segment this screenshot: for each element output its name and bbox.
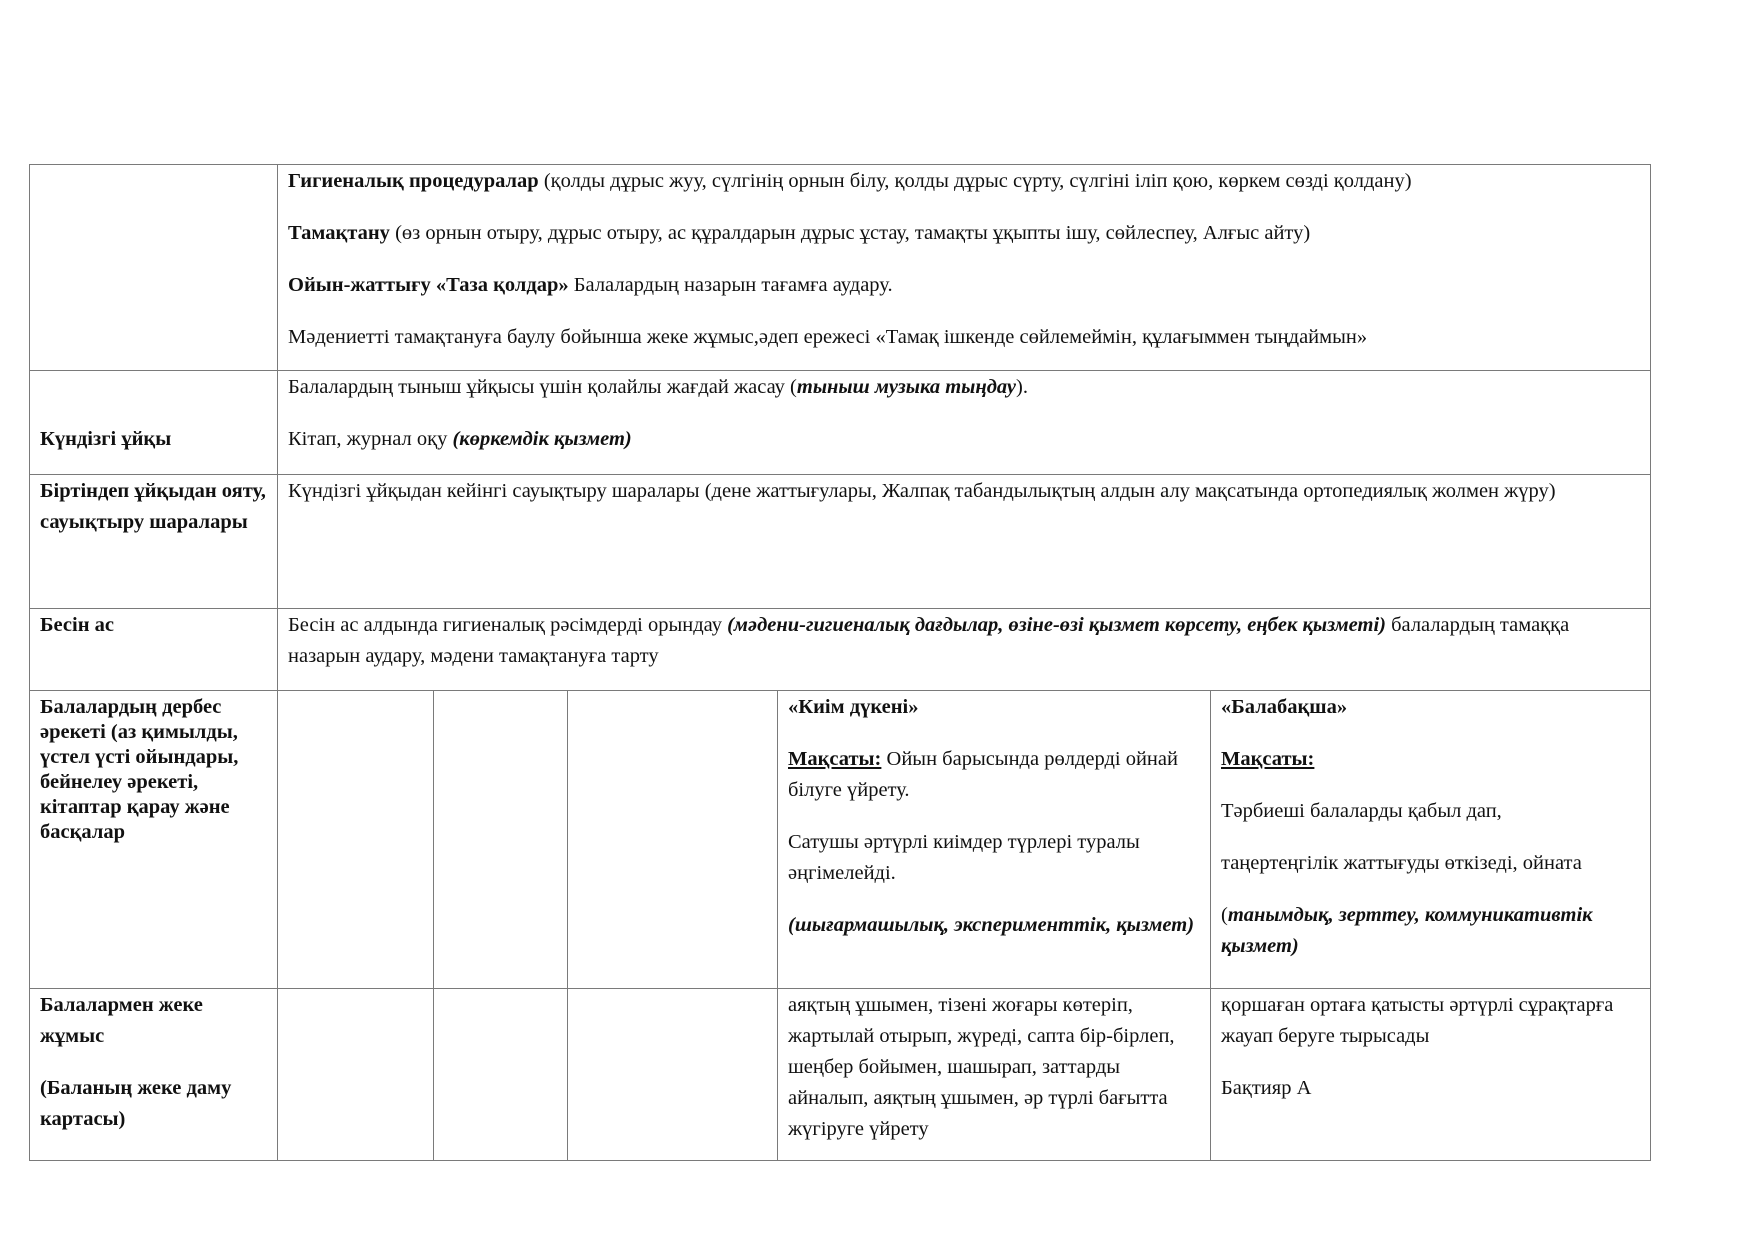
clothes-store-title: «Киім дүкені»: [788, 696, 919, 718]
kindergarten-activity-open: (: [1221, 904, 1228, 926]
snack-label: Бесін ас: [30, 609, 278, 691]
kindergarten-text-1: Тәрбиеші балаларды қабыл дап,: [1221, 800, 1502, 822]
game-exercise-paragraph: [288, 270, 1640, 301]
row-hygiene-label-cell: [30, 165, 278, 371]
clothes-store-goal-label: Мақсаты:: [788, 748, 882, 770]
nap-label: Күндізгі ұйқы: [40, 428, 172, 450]
hygiene-procedures-paragraph: [288, 166, 1640, 197]
individual-cell-4: [568, 989, 778, 1161]
wakeup-text: Күндізгі ұйқыдан кейінгі сауықтыру шаралары (дене жаттығулары, Жалпақ табандылықтың алдын алу мақсатында ортопедиялық жолмен жүру): [278, 475, 1651, 609]
row-nap-content: [278, 371, 1651, 475]
independent-clothes-store-cell: [778, 691, 1211, 989]
individual-label-1: Балалармен жеке жұмыс: [40, 994, 203, 1047]
row-nap-label-cell: [30, 371, 278, 475]
clothes-store-goal: [788, 744, 1200, 806]
hygiene-procedures-text: (қолды дұрыс жуу, сүлгінің орнын білу, қолды дұрыс сүрту, сүлгіні іліп қою, көркем сөзді қолдану): [538, 170, 1412, 192]
individual-cell-3: [434, 989, 568, 1161]
row-hygiene-content: [278, 165, 1651, 371]
independent-cell-4: [568, 691, 778, 989]
eating-heading: Тамақтану: [288, 222, 390, 244]
eating-text: (өз орнын отыру, дұрыс отыру, ас құралдарын дұрыс ұстау, тамақты ұқыпты ішу, сөйлеспеу, Алғыс айту): [389, 222, 1311, 244]
independent-cell-3: [434, 691, 568, 989]
nap-paragraph-2: [288, 424, 1640, 455]
wakeup-label: Біртіндеп ұйқыдан ояту, сауықтыру шаралары: [30, 475, 278, 609]
game-exercise-heading: Ойын-жаттығу «Таза қолдар»: [288, 274, 569, 296]
kindergarten-goal-label: Мақсаты:: [1221, 748, 1315, 770]
individual-movement-text: аяқтың ұшымен, тізені жоғары көтеріп, жартылай отырып, жүреді, сапта бір-бірлеп, шеңбер бойымен, шашырап, заттарды айналып, аяқтың ұшымен, әр түрлі бағытта жүгіруге үйрету: [778, 989, 1211, 1161]
etiquette-paragraph: Мәдениетті тамақтануға баулу бойынша жеке жұмыс,әдеп ережесі «Тамақ ішкенде сөйлемеймін, құлағыммен тыңдаймын»: [288, 326, 1368, 348]
nap-text-2: Кітап, журнал оқу: [288, 428, 453, 450]
row-individual-label-cell: [30, 989, 278, 1161]
independent-kindergarten-cell: [1211, 691, 1651, 989]
daily-plan-table: [29, 164, 1651, 1161]
individual-cell-2: [278, 989, 434, 1161]
nap-quiet-music: тыныш музыка тыңдау: [796, 376, 1016, 398]
independent-cell-2: [278, 691, 434, 989]
row-independent: [30, 691, 1651, 989]
hygiene-procedures-heading: Гигиеналық процедуралар: [288, 170, 539, 192]
nap-text-1-end: ).: [1016, 376, 1028, 398]
clothes-store-activity: (шығармашылық, эксперименттік, қызмет): [788, 914, 1195, 936]
row-wakeup: [30, 475, 1651, 609]
kindergarten-activity-paragraph: [1221, 900, 1640, 962]
individual-child-name: Бақтияр А: [1221, 1077, 1312, 1099]
clothes-store-seller-text: Сатушы әртүрлі киімдер түрлері туралы әңгімелейді.: [788, 831, 1140, 884]
snack-text: Бесін ас алдында гигиеналық рәсімдерді орындау: [288, 614, 728, 636]
kindergarten-text-2: таңертеңгілік жаттығуды өткізеді, ойната: [1221, 852, 1582, 874]
row-snack: [30, 609, 1651, 691]
snack-activity: (мәдени-гигиеналық дағдылар, өзіне-өзі қызмет көрсету, еңбек қызметі): [727, 614, 1386, 636]
clothes-store-goal-text: Ойын барысында рөлдерді ойнай білуге үйрету.: [788, 748, 1178, 801]
independent-label: Балалардың дербес әрекеті (аз қимылды, үстел үсті ойындары, бейнелеу әрекеті, кітаптар қарау және басқалар: [30, 691, 278, 989]
nap-text-1: Балалардың тыныш ұйқысы үшін қолайлы жағдай жасау (: [288, 376, 797, 398]
row-nap: [30, 371, 1651, 475]
row-snack-content: [278, 609, 1651, 691]
kindergarten-goal: [1221, 744, 1640, 775]
nap-paragraph-1: [288, 372, 1640, 403]
eating-paragraph: [288, 218, 1640, 249]
snack-text-2: балалардың тамаққа назарын аудару, мәдени тамақтануға тарту: [288, 614, 1570, 667]
row-hygiene: [30, 165, 1651, 371]
individual-cell-6: [1211, 989, 1651, 1161]
kindergarten-activity: танымдық, зерттеу, коммуникативтік қызмет): [1221, 904, 1593, 957]
kindergarten-title: «Балабақша»: [1221, 696, 1348, 718]
individual-label-2: (Баланың жеке даму картасы): [40, 1077, 232, 1130]
nap-artistic-activity: (көркемдік қызмет): [452, 428, 632, 450]
game-exercise-text: Балалардың назарын тағамға аудару.: [568, 274, 893, 296]
individual-questions-text: қоршаған ортаға қатысты әртүрлі сұрақтарға жауап беруге тырысады: [1221, 994, 1614, 1047]
row-individual: [30, 989, 1651, 1161]
